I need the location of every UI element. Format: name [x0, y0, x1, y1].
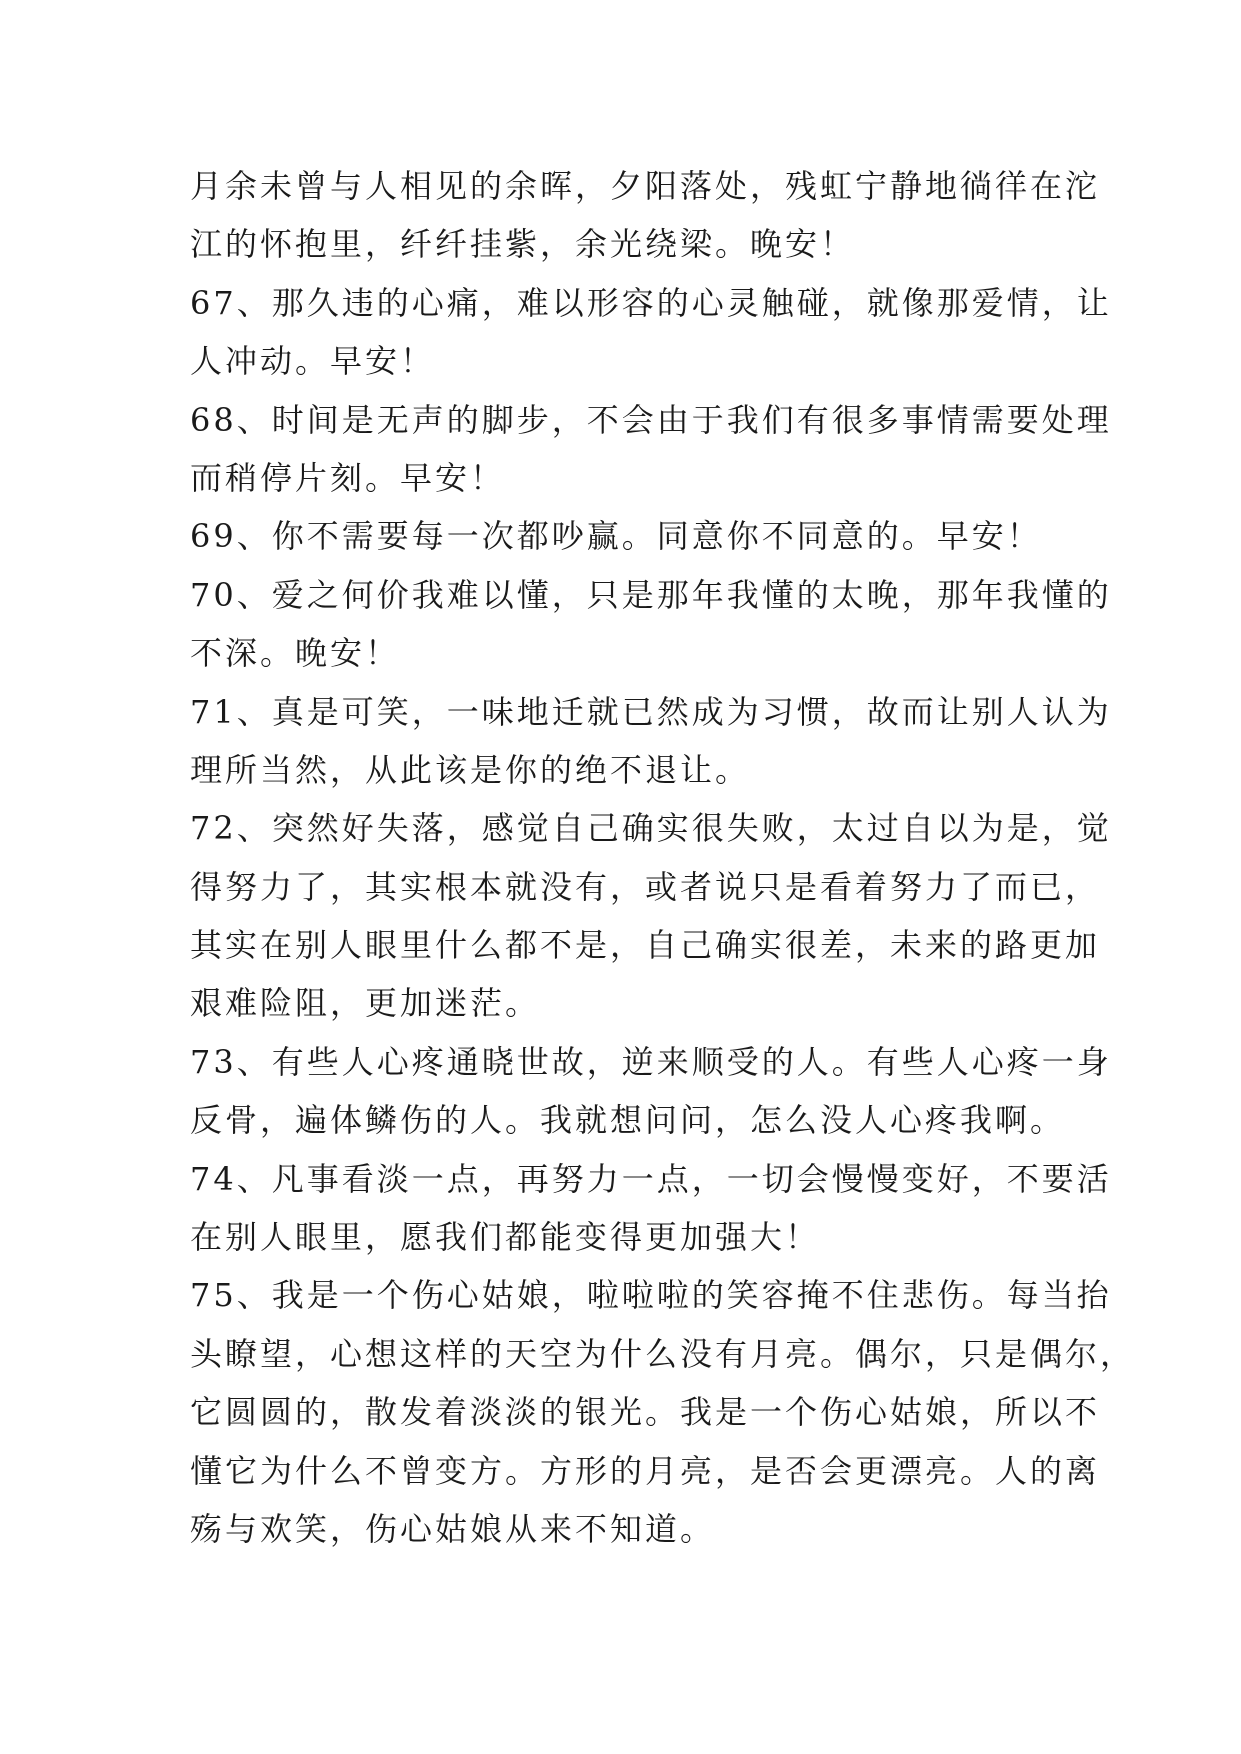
- text-line: 70、爱之何价我难以懂，只是那年我懂的太晚，那年我懂的: [190, 575, 1112, 614]
- text-line: 72、突然好失落，感觉自己确实很失败，太过自以为是，觉: [190, 809, 1112, 848]
- text-line: 得努力了，其实根本就没有，或者说只是看着努力了而已，: [190, 867, 1101, 906]
- text-line: 它圆圆的，散发着淡淡的银光。我是一个伤心姑娘，所以不: [190, 1393, 1101, 1432]
- text-line: 71、真是可笑，一味地迁就已然成为习惯，故而让别人认为: [190, 692, 1112, 731]
- text-line: 反骨，遍体鳞伤的人。我就想问问，怎么没人心疼我啊。: [190, 1101, 1066, 1140]
- text-line: 而稍停片刻。早安！: [190, 458, 506, 497]
- text-line: 68、时间是无声的脚步，不会由于我们有很多事情需要处理: [190, 400, 1112, 439]
- text-line: 殇与欢笑，伤心姑娘从来不知道。: [190, 1509, 716, 1548]
- text-line: 懂它为什么不曾变方。方形的月亮，是否会更漂亮。人的离: [190, 1451, 1101, 1490]
- text-line: 其实在别人眼里什么都不是，自己确实很差，未来的路更加: [190, 926, 1101, 965]
- text-line: 73、有些人心疼通晓世故，逆来顺受的人。有些人心疼一身: [190, 1042, 1112, 1081]
- text-line: 75、我是一个伤心姑娘，啦啦啦的笑容掩不住悲伤。每当抬: [190, 1276, 1112, 1315]
- text-line: 理所当然，从此该是你的绝不退让。: [190, 750, 751, 789]
- text-line: 江的怀抱里，纤纤挂紫，余光绕梁。晚安！: [190, 225, 856, 264]
- text-line: 人冲动。早安！: [190, 342, 436, 381]
- text-line: 74、凡事看淡一点，再努力一点，一切会慢慢变好，不要活: [190, 1159, 1112, 1198]
- text-line: 头瞭望，心想这样的天空为什么没有月亮。偶尔，只是偶尔，: [190, 1334, 1136, 1373]
- text-line: 不深。晚安！: [190, 634, 401, 673]
- text-line: 艰难险阻，更加迷茫。: [190, 984, 541, 1023]
- text-line: 在别人眼里，愿我们都能变得更加强大！: [190, 1218, 821, 1257]
- text-line: 月余未曾与人相见的余晖，夕阳落处，残虹宁静地徜徉在沱: [190, 167, 1101, 205]
- text-line: 69、你不需要每一次都吵赢。同意你不同意的。早安！: [190, 517, 1042, 556]
- text-line: 67、那久违的心痛，难以形容的心灵触碰，就像那爱情，让: [190, 283, 1112, 322]
- document-body: [190, 157, 1136, 1558]
